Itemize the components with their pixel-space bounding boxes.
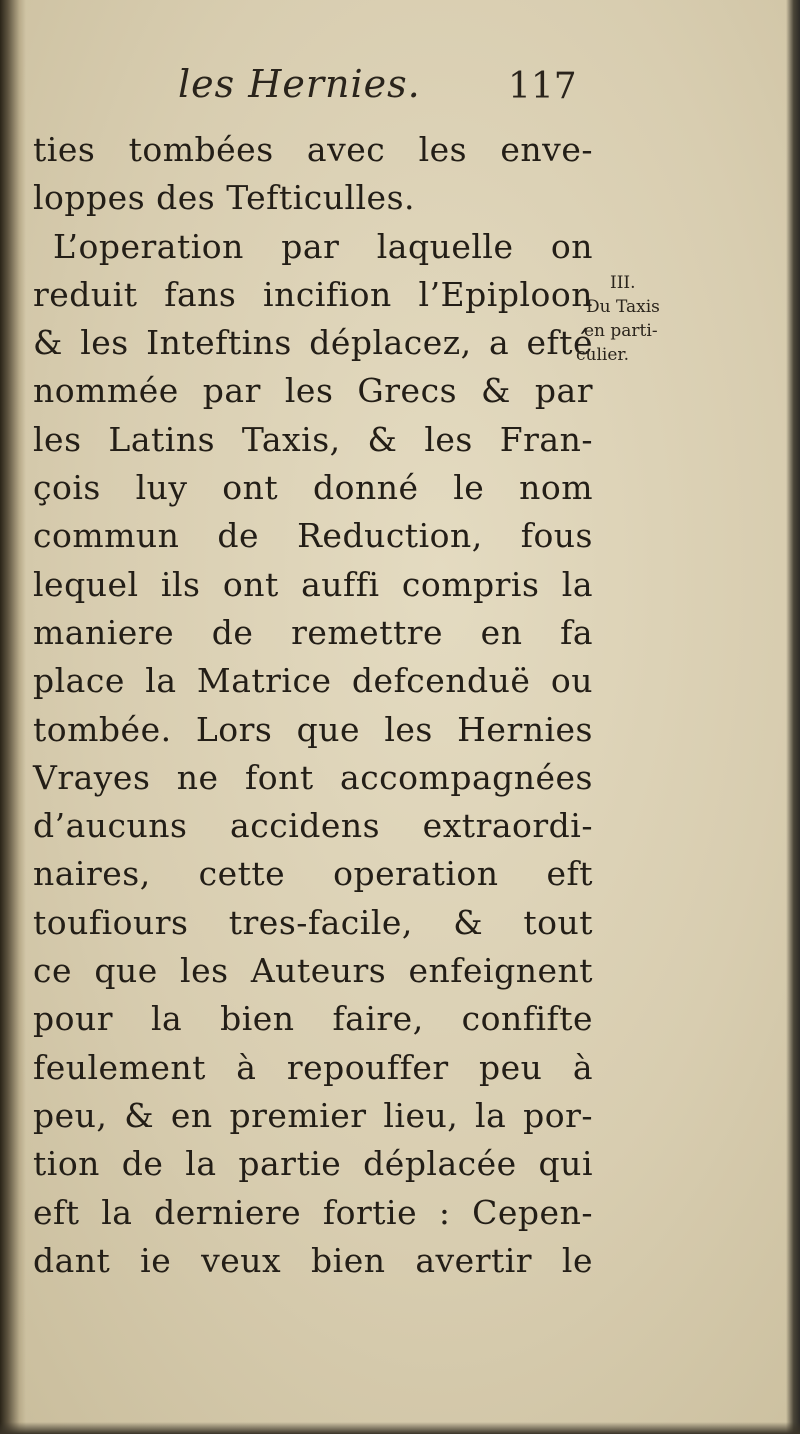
page-edge-bottom xyxy=(0,1422,800,1434)
running-header xyxy=(0,62,800,122)
text-line: d’aucuns accidens extraordi- xyxy=(33,806,593,846)
text-line: toufiours tres-facile, & tout xyxy=(33,902,593,942)
text-line: lequel ils ont auffi compris la xyxy=(33,564,593,604)
text-line: les Latins Taxis, & les Fran- xyxy=(33,419,593,459)
text-line: tombée. Lors que les Hernies xyxy=(33,709,593,749)
marginal-note-line: Du Taxis xyxy=(586,297,660,317)
binding-shadow xyxy=(0,0,26,1434)
text-line: ties tombées avec les enve- xyxy=(33,130,593,169)
text-line: naires, cette operation eft xyxy=(33,854,593,894)
page-edge-right xyxy=(786,0,800,1434)
text-line: peu, & en premier lieu, la por- xyxy=(33,1095,593,1135)
text-line: pour la bien faire, confifte xyxy=(33,999,593,1039)
running-title: les Hernies. xyxy=(178,62,421,106)
marginal-note-line: culier. xyxy=(576,345,630,365)
text-line: reduit fans incifion l’Epiploon xyxy=(33,274,593,314)
marginal-note-line: en parti- xyxy=(584,321,658,341)
text-line: loppes des Tefticulles. xyxy=(33,178,416,218)
text-line: tion de la partie déplacée qui xyxy=(33,1144,593,1184)
text-line: commun de Reduction, fous xyxy=(33,516,593,556)
marginal-note-number: III. xyxy=(610,273,636,293)
body-text xyxy=(33,126,593,1285)
text-line: maniere de remettre en fa xyxy=(33,612,593,652)
text-line: nommée par les Grecs & par xyxy=(33,371,593,411)
marginal-note xyxy=(576,271,686,367)
text-line: ce que les Auteurs enfeignent xyxy=(33,951,593,991)
text-line: eft la derniere fortie : Cepen- xyxy=(33,1192,593,1232)
text-line: place la Matrice defcenduë ou xyxy=(33,661,593,701)
text-line: feulement à repouffer peu à xyxy=(33,1047,593,1087)
page-number: 117 xyxy=(508,66,577,107)
text-line: Vrayes ne font accompagnées xyxy=(33,757,593,797)
text-line: çois luy ont donné le nom xyxy=(33,468,593,508)
text-line: L’operation par laquelle on xyxy=(53,226,593,266)
text-line: dant ie veux bien avertir le xyxy=(33,1240,593,1280)
text-line: & les Inteftins déplacez, a efté xyxy=(33,323,593,363)
